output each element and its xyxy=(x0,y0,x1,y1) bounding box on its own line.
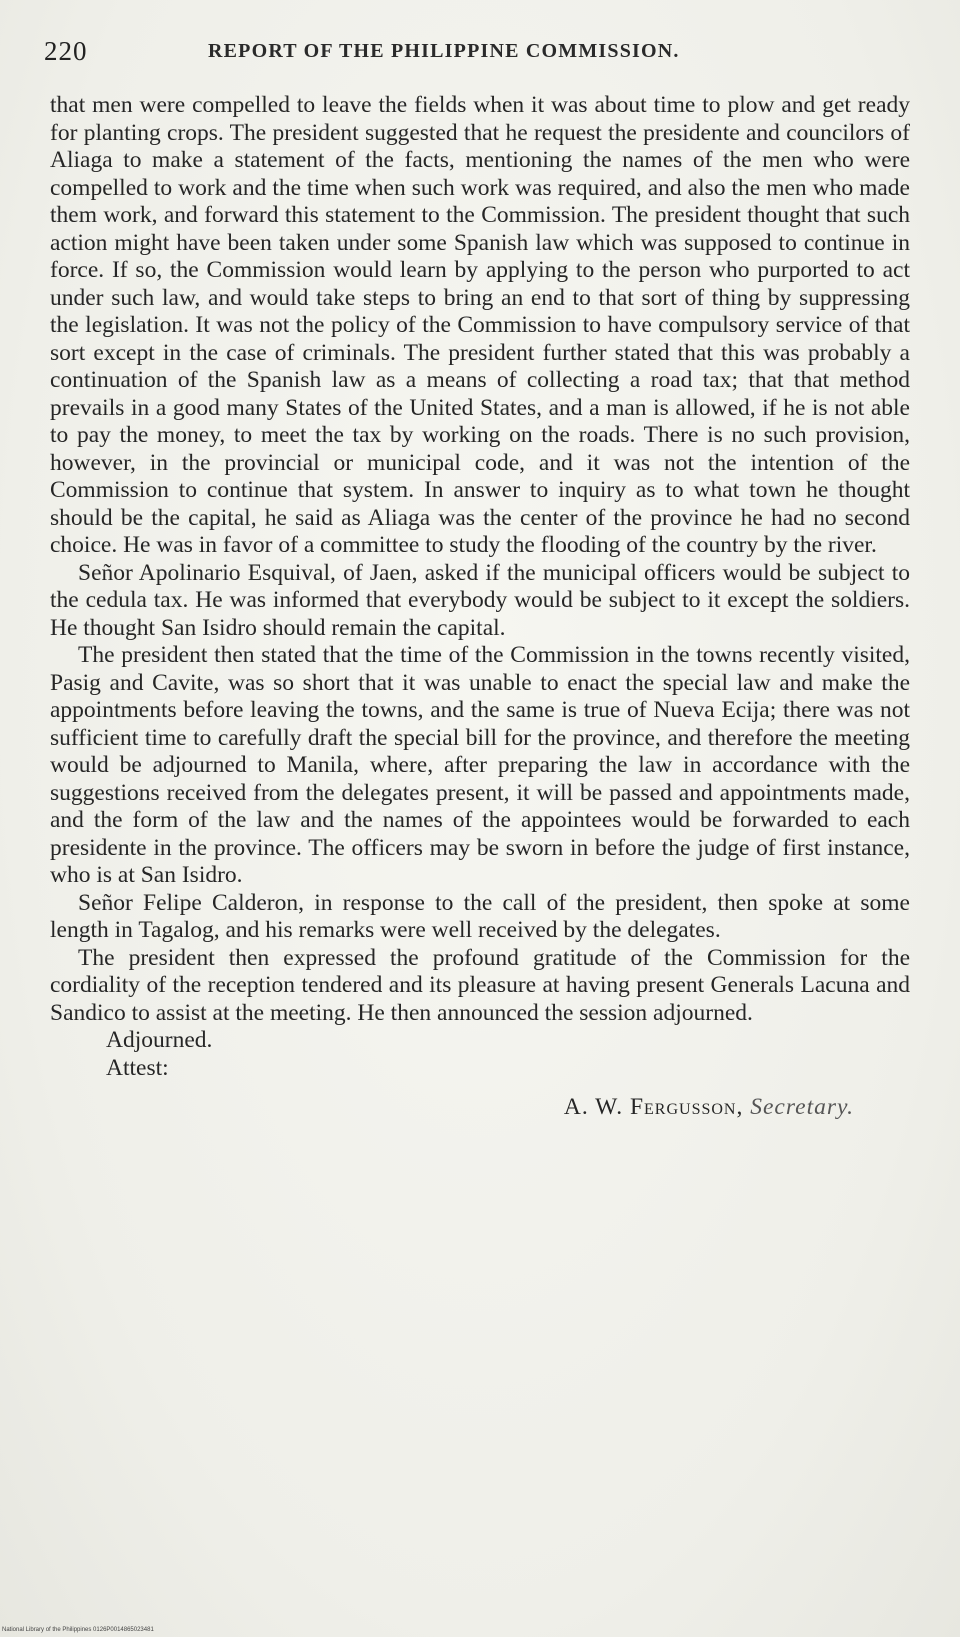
body-text xyxy=(50,92,910,1122)
signatory-title: Secretary. xyxy=(750,1094,854,1120)
paragraph-2: Señor Apolinario Esquival, of Jaen, asked if the municipal officers would be subject to the cedula tax. He was informed that everybody would be subject to it except the soldiers. He thought San Isidro should remain the capital. xyxy=(50,559,910,641)
page-number: 220 xyxy=(44,36,88,66)
paragraph-3: The president then stated that the time of the Commission in the towns recently visited, Pasig and Cavite, was so short that it was unable to enact the special law and make the appointments before leaving the towns, and the same is true of Nueva Ecija; there was not sufficient time to carefully draft the special bill for the province, and therefore the meeting would be adjourned to Manila, where, after preparing the law in accordance with the suggestions received from the delegates present, it will be passed and appointments made, and the form of the law and the names of the appointees would be forwarded to each presidente in the province. The officers may be sworn in before the judge of first instance, who is at San Isidro. xyxy=(50,642,910,888)
footer-credit: National Library of the Philippines 0126P0014865023481 xyxy=(2,1627,154,1633)
paragraph-4: Señor Felipe Calderon, in response to the call of the president, then spoke at some length in Tagalog, and his remarks were well received by the delegates. xyxy=(50,889,910,943)
paragraph-5: The president then expressed the profound gratitude of the Commission for the cordiality of the reception tendered and its pleasure at having present Generals Lacuna and Sandico to assist at the meeting. He then announced the session adjourned. xyxy=(50,944,910,1026)
attest-line: Attest: xyxy=(106,1054,169,1081)
signature-block xyxy=(50,1094,910,1122)
paragraph-1: that men were compelled to leave the fields when it was about time to plow and get ready for planting crops. The president suggested that he request the presidente and councilors of Aliaga to make a statement of the facts, mentioning the names of the men who were compelled to work and the time when such work was required, and also the men who made them work, and forward this statement to the Commission. The president thought that such action might have been taken under some Spanish law which was supposed to continue in force. If so, the Commission would learn by applying to the person who purported to act under such law, and would take steps to bring an end to that sort of thing by suppressing the legislation. It was not the policy of the Commission to have compulsory service of that sort except in the case of criminals. The president further stated that this was probably a continuation of the Spanish law as a means of collecting a road tax; that that method prevails in a good many States of the United States, and a man is allowed, if he is not able to pay the money, to meet the tax by working on the roads. There is no such provision, however, in the provincial or municipal code, and it was not the intention of the Commission to continue that system. In answer to inquiry as to what town he thought should be the capital, he said as Aliaga was the center of the province he had no second choice. He was in favor of a committee to study the flooding of the country by the river. xyxy=(50,92,910,558)
adjourned-line: Adjourned. xyxy=(106,1027,213,1053)
page-header xyxy=(44,36,924,76)
signatory-name: A. W. Fergusson, xyxy=(563,1094,744,1120)
running-head: REPORT OF THE PHILIPPINE COMMISSION. xyxy=(208,40,680,62)
